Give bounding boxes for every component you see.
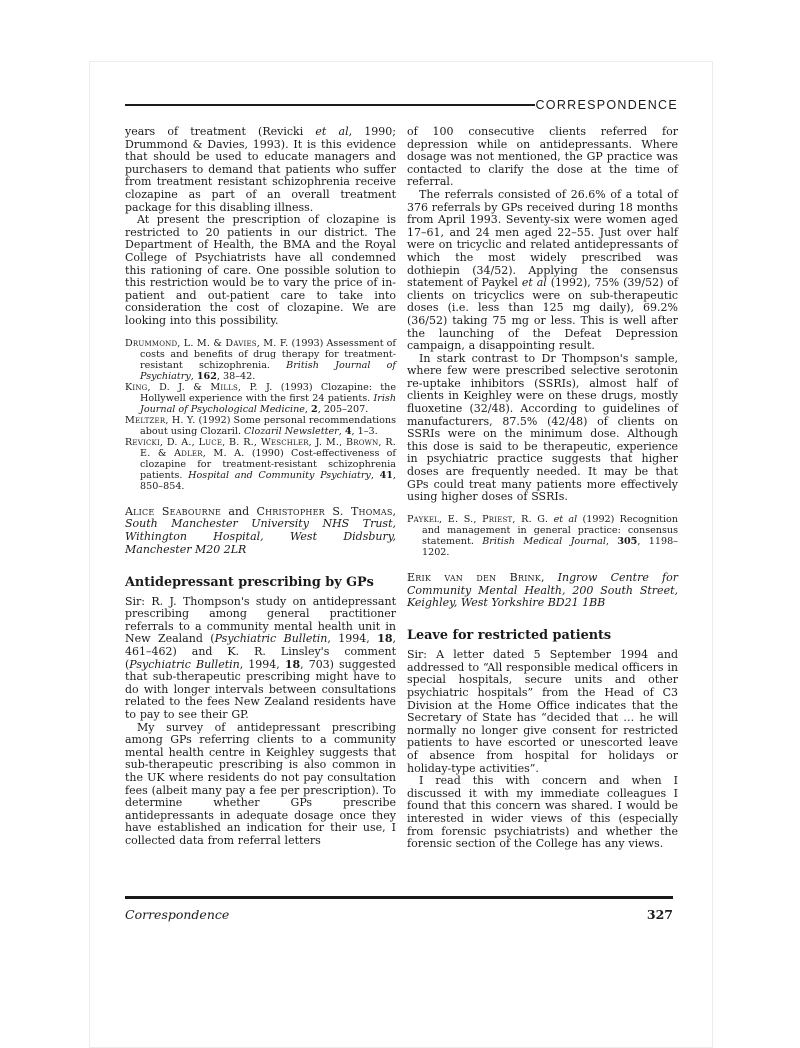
author-signature: Alice Seabourne and Christopher S. Thomas, South Manchester University NHS Trust, Withington Hospital, West Didsbury, Manchester M20 2LR [125, 504, 396, 556]
reference-entry: Drummond, L. M. & Davies, M. F. (1993) Assessment of costs and benefits of drug therapy for treatment-resistant schizophrenia. British Journal of Psychiatry, 162, 38–42. [125, 337, 396, 382]
paragraph: years of treatment (Revicki et al, 1990; Drummond & Davies, 1993). It is this evidence that should be used to educate managers and purchasers to demand that patients who suffer from treatment resistant schizophrenia receive clozapine as part of an overall treatment package for this disabling illness. [125, 125, 396, 214]
paragraph: Sir: R. J. Thompson's study on antidepressant prescribing among general practitioner referrals to a community mental health unit in New Zealand (Psychiatric Bulletin, 1994, 18, 461–462) and K. R. Linsley's comment (Psychiatric Bulletin, 1994, 18, 703) suggested that sub-therapeutic prescribing might have to do with longer intervals between consultations related to the fees New Zealand residents have to pay to see their GP. [125, 594, 396, 722]
paragraph: In stark contrast to Dr Thompson's sample, where few were prescribed selective serotonin re-uptake inhibitors (SSRIs), almost half of clients in Keighley were on these drugs, mostly fluoxetine (32/48). According to guidelines of manufacturers, 87.5% (42/48) of clients on SSRIs were on the minimum dose. Although this dose is said to be therapeutic, experience in psychiatric practice suggests that higher doses are frequently needed. It may be that GPs could treat many patients more effectively using higher doses of SSRIs. [407, 351, 678, 504]
reference-entry: Meltzer, H. Y. (1992) Some personal recommendations about using Clozaril. Clozaril Newsletter, 4, 1–3. [125, 414, 396, 437]
footer-section-title: Correspondence [125, 906, 230, 922]
paragraph: Sir: A letter dated 5 September 1994 and addressed to “All responsible medical officers in special hospitals, secure units and other psychiatric hospitals” from the Head of C3 Division at the Home Office indicates that the Secretary of State has “decided that … he will normally no longer give consent for restricted patients to have escorted or unescorted leave of absence from hospital for holidays or holiday-type activities”. [407, 648, 678, 775]
reference-list [125, 338, 396, 492]
reference-list [407, 514, 678, 558]
reference-entry: Revicki, D. A., Luce, B. R., Weschler, J. M., Brown, R. E. & Adler, M. A. (1990) Cost-effectiveness of clozapine for treatment-resistant schizophrenia patients. Hospital and Community Psychiatry, 41, 850–854. [125, 436, 396, 492]
letter-heading: Antidepressant prescribing by GPs [125, 574, 374, 590]
paragraph: My survey of antidepressant prescribing among GPs referring clients to a community mental health centre in Keighley suggests that sub-therapeutic prescribing is also common in the UK where residents do not pay consultation fees (albeit many pay a fee per prescription). To determine whether GPs prescribe antidepressants in adequate dosage once they have established an indication for their use, I collected data from referral letters [125, 720, 396, 847]
reference-entry: King, D. J. & Mills, P. J. (1993) Clozapine: the Hollywell experience with the first 24 patients. Irish Journal of Psychological Medicine, 2, 205–207. [125, 381, 396, 415]
footer-row [125, 907, 673, 922]
reference-entry: Paykel, E. S., Priest, R. G. et al (1992) Recognition and management in general practice: consensus statement. British Medical Journal, 305, 1198–1202. [407, 513, 679, 558]
letter-heading: Leave for restricted patients [407, 628, 612, 644]
paragraph: I read this with concern and when I discussed it with my immediate colleagues I found that this concern was shared. I would be interested in wider views of this (especially from forensic psychiatrists) and whether the forensic section of the College has any views. [407, 774, 678, 851]
header-rule [125, 104, 535, 107]
right-column [407, 126, 678, 851]
footer-rule [125, 896, 673, 899]
paragraph: At present the prescription of clozapine is restricted to 20 patients in our district. The Department of Health, the BMA and the Royal College of Psychiatrists have all condemned this rationing of care. One possible solution to this restriction would be to vary the price of in-patient and out-patient care to take into consideration the cost of clozapine. We are looking into this possibility. [125, 213, 396, 327]
page-header [125, 98, 678, 112]
page-number: 327 [646, 906, 673, 922]
author-signature: Erik van den Brink, Ingrow Centre for Community Mental Health, 200 South Street, Keighley, West Yorkshire BD21 1BB [407, 570, 678, 610]
left-column [125, 126, 396, 851]
running-head: CORRESPONDENCE [535, 98, 678, 112]
page-footer [125, 896, 673, 922]
two-column-body [125, 126, 678, 851]
paragraph: The referrals consisted of 26.6% of a total of 376 referrals by GPs received during 18 months from April 1993. Seventy-six were women aged 17–61, and 24 men aged 22–55. Just over half were on tricyclic and related antidepressants of which the most widely prescribed was dothiepin (34/52). Applying the consensus statement of Paykel et al (1992), 75% (39/52) of clients on tricyclics were on sub-therapeutic doses (i.e. less than 125 mg daily), 69.2% (36/52) taking 75 mg or less. This is well after the launching of the Defeat Depression campaign, a disappointing result. [407, 187, 678, 353]
paragraph: of 100 consecutive clients referred for depression while on antidepressants. Where dosage was not mentioned, the GP practice was contacted to clarify the dose at the time of referral. [407, 125, 678, 189]
